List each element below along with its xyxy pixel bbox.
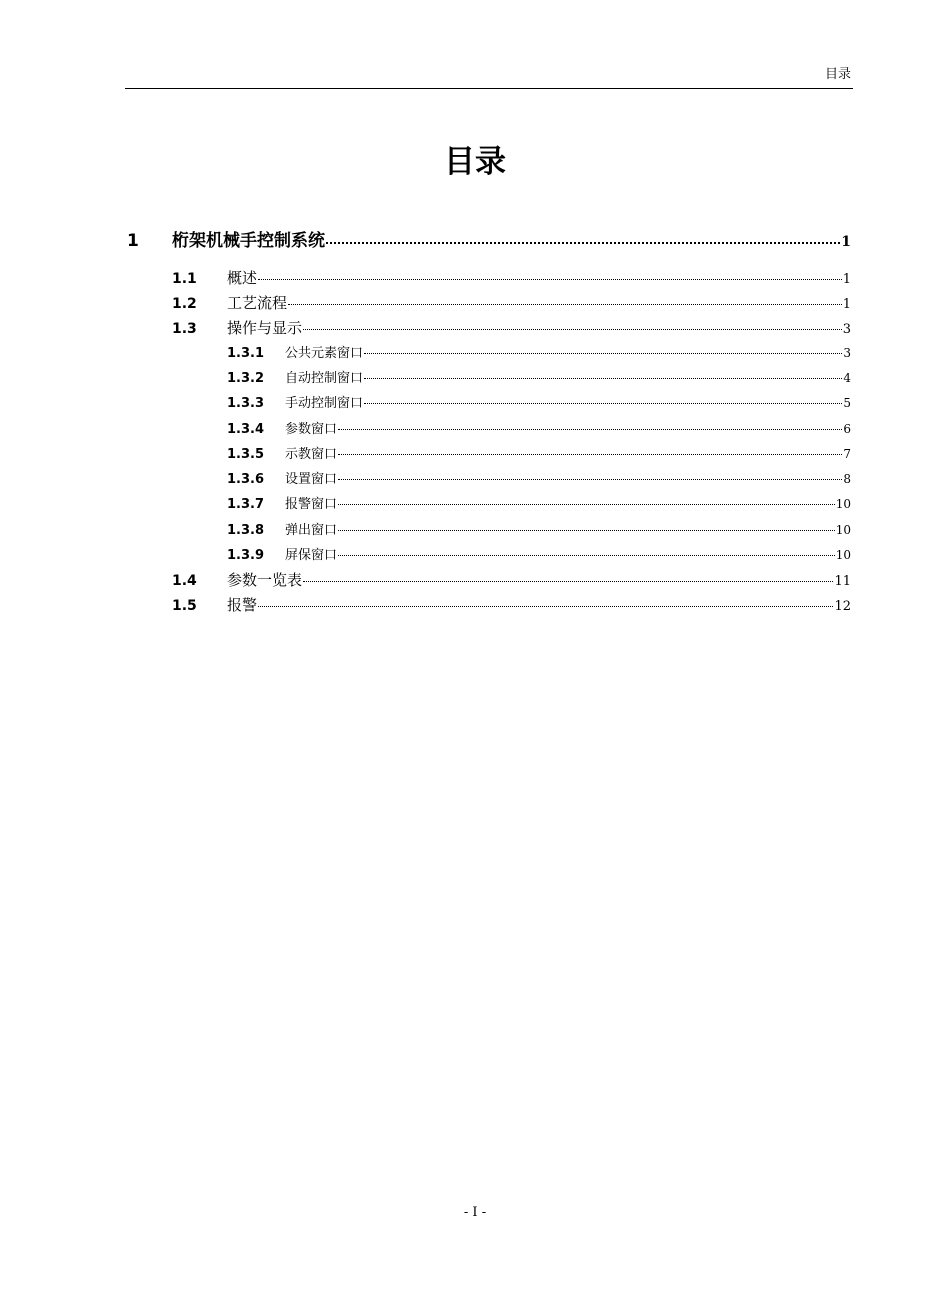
- toc-number: 1.3.6: [227, 472, 265, 487]
- toc-entry-1-3-3[interactable]: [227, 394, 851, 413]
- toc-dot-leader: [338, 530, 835, 531]
- toc-page-number: 5: [843, 396, 851, 410]
- toc-number: 1.3.7: [227, 497, 265, 512]
- toc-title: 自动控制窗口: [285, 371, 364, 386]
- toc-number: 1.3.3: [227, 396, 265, 411]
- toc-dot-leader: [303, 329, 842, 330]
- toc-title: 概述: [227, 269, 258, 287]
- toc-title: 设置窗口: [285, 472, 338, 487]
- toc-dot-leader: [303, 581, 833, 582]
- toc-entry-1-4[interactable]: [172, 570, 851, 592]
- toc-entry-1[interactable]: [127, 231, 851, 252]
- toc-number: 1.3.5: [227, 447, 265, 462]
- toc-dot-leader: [338, 504, 835, 505]
- running-header: [125, 66, 853, 89]
- toc-page-number: 1: [841, 234, 851, 250]
- toc-dot-leader: [338, 479, 842, 480]
- toc-page-number: 1: [842, 297, 851, 312]
- toc-page-number: 10: [835, 548, 851, 562]
- toc-number: 1.3.2: [227, 371, 265, 386]
- toc-title: 屏保窗口: [285, 548, 338, 563]
- toc-title: 桁架机械手控制系统: [172, 231, 325, 251]
- toc-number: 1: [127, 231, 139, 251]
- toc-number: 1.1: [172, 271, 197, 287]
- toc-dot-leader: [338, 555, 835, 556]
- toc-dot-leader: [364, 353, 842, 354]
- toc-number: 1.3.9: [227, 548, 265, 563]
- toc-entry-1-3-4[interactable]: [227, 420, 851, 439]
- toc-dot-leader: [326, 242, 840, 244]
- toc-entry-1-3-7[interactable]: [227, 495, 851, 514]
- toc-title: 报警窗口: [285, 497, 338, 512]
- toc-page-number: 3: [843, 346, 851, 360]
- toc-entry-1-3-9[interactable]: [227, 546, 851, 565]
- running-header-title: 目录: [824, 67, 851, 82]
- toc-page-number: 6: [843, 422, 851, 436]
- toc-entry-1-3-8[interactable]: [227, 521, 851, 540]
- toc-title: 手动控制窗口: [285, 396, 364, 411]
- toc-page-number: 12: [834, 599, 851, 614]
- toc-number: 1.3: [172, 321, 197, 337]
- toc-title: 公共元素窗口: [285, 346, 364, 361]
- toc-page-number: 7: [843, 447, 851, 461]
- toc-dot-leader: [288, 304, 842, 305]
- toc-title: 工艺流程: [227, 294, 288, 312]
- toc-title: 参数窗口: [285, 422, 338, 437]
- toc-page-number: 11: [834, 574, 851, 589]
- toc-entry-1-3[interactable]: [172, 318, 851, 340]
- toc-number: 1.3.1: [227, 346, 265, 361]
- toc-page-number: 10: [835, 523, 851, 537]
- toc-number: 1.5: [172, 598, 197, 614]
- toc-title: 示教窗口: [285, 447, 338, 462]
- toc-title: 弹出窗口: [285, 523, 338, 538]
- toc-dot-leader: [258, 279, 842, 280]
- toc-page-number: 8: [843, 472, 851, 486]
- toc-entry-1-1[interactable]: [172, 268, 851, 290]
- toc-number: 1.2: [172, 296, 197, 312]
- toc-entry-1-2[interactable]: [172, 293, 851, 315]
- toc-number: 1.4: [172, 573, 197, 589]
- toc-page-number: 3: [842, 322, 851, 337]
- toc-entry-1-3-2[interactable]: [227, 369, 851, 388]
- toc-dot-leader: [364, 403, 842, 404]
- toc-page-number: 1: [842, 272, 851, 287]
- toc-entry-1-3-1[interactable]: [227, 344, 851, 363]
- toc-title: 报警: [227, 596, 258, 614]
- toc-title: 操作与显示: [227, 319, 303, 337]
- page-footer-number: - I -: [463, 1205, 487, 1220]
- toc-page-number: 4: [843, 371, 851, 385]
- toc-entry-1-3-5[interactable]: [227, 445, 851, 464]
- toc-dot-leader: [338, 429, 842, 430]
- toc-page-number: 10: [835, 497, 851, 511]
- toc-entry-1-3-6[interactable]: [227, 470, 851, 489]
- toc-number: 1.3.4: [227, 422, 265, 437]
- toc-dot-leader: [364, 378, 842, 379]
- toc-dot-leader: [338, 454, 842, 455]
- toc-entry-1-5[interactable]: [172, 595, 851, 617]
- page-title: 目录: [444, 144, 506, 180]
- toc-number: 1.3.8: [227, 523, 265, 538]
- toc-title: 参数一览表: [227, 571, 303, 589]
- toc-dot-leader: [258, 606, 833, 607]
